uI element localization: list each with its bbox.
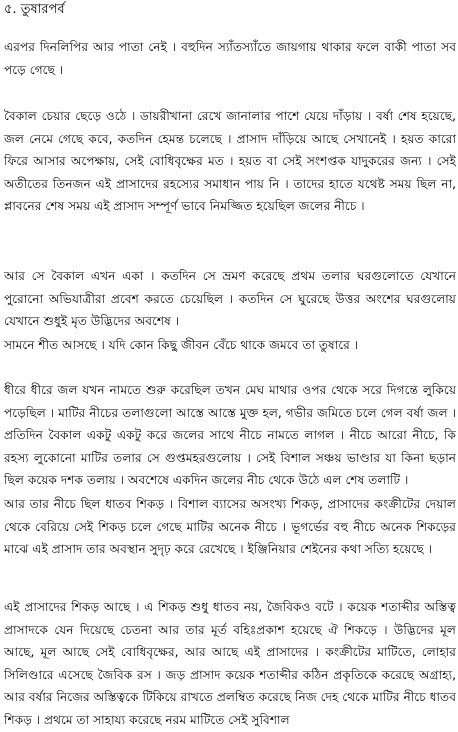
paragraph-6: আর তার নীচে ছিল ধাতব শিকড় । বিশাল ব্যাসের অসংখ্য শিকড়, প্রাসাদের কংক্রীটের দেয়াল থেকে বেরিয়ে সেই শিকড় চলে গেছে মাটির অনেক নীচে । ভূগর্ভের বহু নীচে অনেক শিকড়ের মাঝে এই প্রাসাদ তার অবস্থান সুদৃঢ় করে রেখেছে । ইঞ্জিনিয়ার শেইনের কথা সত্যি হয়েছে । bbox=[4, 497, 456, 557]
chapter-title: ৫. তুষারপর্ব bbox=[4, 2, 65, 17]
paragraph-3: আর সে বৈকাল এখন একা । কতদিন সে ভ্রমণ করেছে প্রথম তলার ঘরগুলোতে যেখানে পুরোনো অভিযাত্রীরা প্রবেশ করতে চেয়েছিল । কতদিন সে ঘুরেছে উত্তর অংশের ঘরগুলোয় যেখানে শুধুই মৃত উদ্ভিদের অবশেষ । bbox=[4, 269, 456, 329]
paragraph-1: এরপর দিনলিপির আর পাতা নেই । বহুদিন স্যাঁতস্যাঁতে জায়গায় থাকার ফলে বাকী পাতা সব পড়ে গেছে । bbox=[4, 40, 456, 77]
paragraph-7: এই প্রাসাদের শিকড় আছে । এ শিকড় শুধু ধাতব নয়, জৈবিকও বটে । কয়েক শতাব্দীর অস্তিত্ব প্রাসাদকে যেন দিয়েছে চেতনা আর তার মূর্ত বহিঃপ্রকাশ হয়েছে ঐ শিকড়ে । উদ্ভিদের মূল আছে, মূল আছে সেই বোধিবৃক্ষের, আর আছে এই প্রাসাদের । কংক্রীটের মাটিতে, লোহার সিলিণ্ডারে এসেছে জৈবিক রস । জড় প্রাসাদ কয়েক শতাব্দীর কঠিন প্রকৃতিকে করেছে অগ্রাহ্য, আর বর্ষার নিজের অস্তিত্বকে টিকিয়ে রাখতে প্রলম্বিত করেছে নিজ দেহ থেকে মাটির নীচে ধাতব শিকড় । প্রথমে তা সাহায্য করেছে নরম মাটিতে সেই সুবিশাল bbox=[4, 600, 456, 727]
paragraph-5: ধীরে ধীরে জল যখন নামতে শুরু করেছিল তখন মেঘ মাথার ওপর থেকে সরে দিগন্তে লুকিয়ে পড়েছিল । মাটির নীচের তলাগুলো আস্তে আস্তে মুক্ত হল, গভীর জমিতে চলে গেল বর্ষা জল । প্রতিদিন বৈকাল একটু একটু করে জলের সাথে নীচে নামতে লাগল । নীচে আরো নীচে, কি রহস্য লুকোনো মাটির তলার সে গুপ্তমহরগুলোয় । সেই বিশাল সঞ্চয় ভাণ্ডার যা কিনা ছড়ান ছিল কয়েক দশক তলায় । অবশেষে একদিন জলের নীচ থেকে উঠে এল শেষ তলাটি । bbox=[4, 383, 456, 488]
paragraph-2: বৈকাল চেয়ার ছেড়ে ওঠে । ডায়রীখানা রেখে জানালার পাশে যেয়ে দাঁড়ায় । বর্ষা শেষ হয়েছে, জল নেমে গেছে কবে, কতদিন হেমন্ত চলেছে । প্রাসাদ দাঁড়িয়ে আছে সেখানেই । হয়ত কারো ফিরে আসার অপেক্ষায়, সেই বোধিবৃক্ষের মত । হয়ত বা সেই সংশপ্তক যাদুকরের জন্য । সেই অতীতের তিনজন এই প্রাসাদের রহস্যের সমাধান পায় নি । তাদের হাতে যথেষ্ট সময় ছিল না, প্লাবনের শেষ সময় এই প্রাসাদ সম্পূর্ণ ভাবে নিমজ্জিত হয়েছিল জলের নীচে । bbox=[4, 109, 456, 214]
paragraph-4: সামনে শীত আসছে । যদি কোন কিছু জীবন বেঁচে থাকে জমবে তা তুষারে । bbox=[4, 338, 359, 352]
